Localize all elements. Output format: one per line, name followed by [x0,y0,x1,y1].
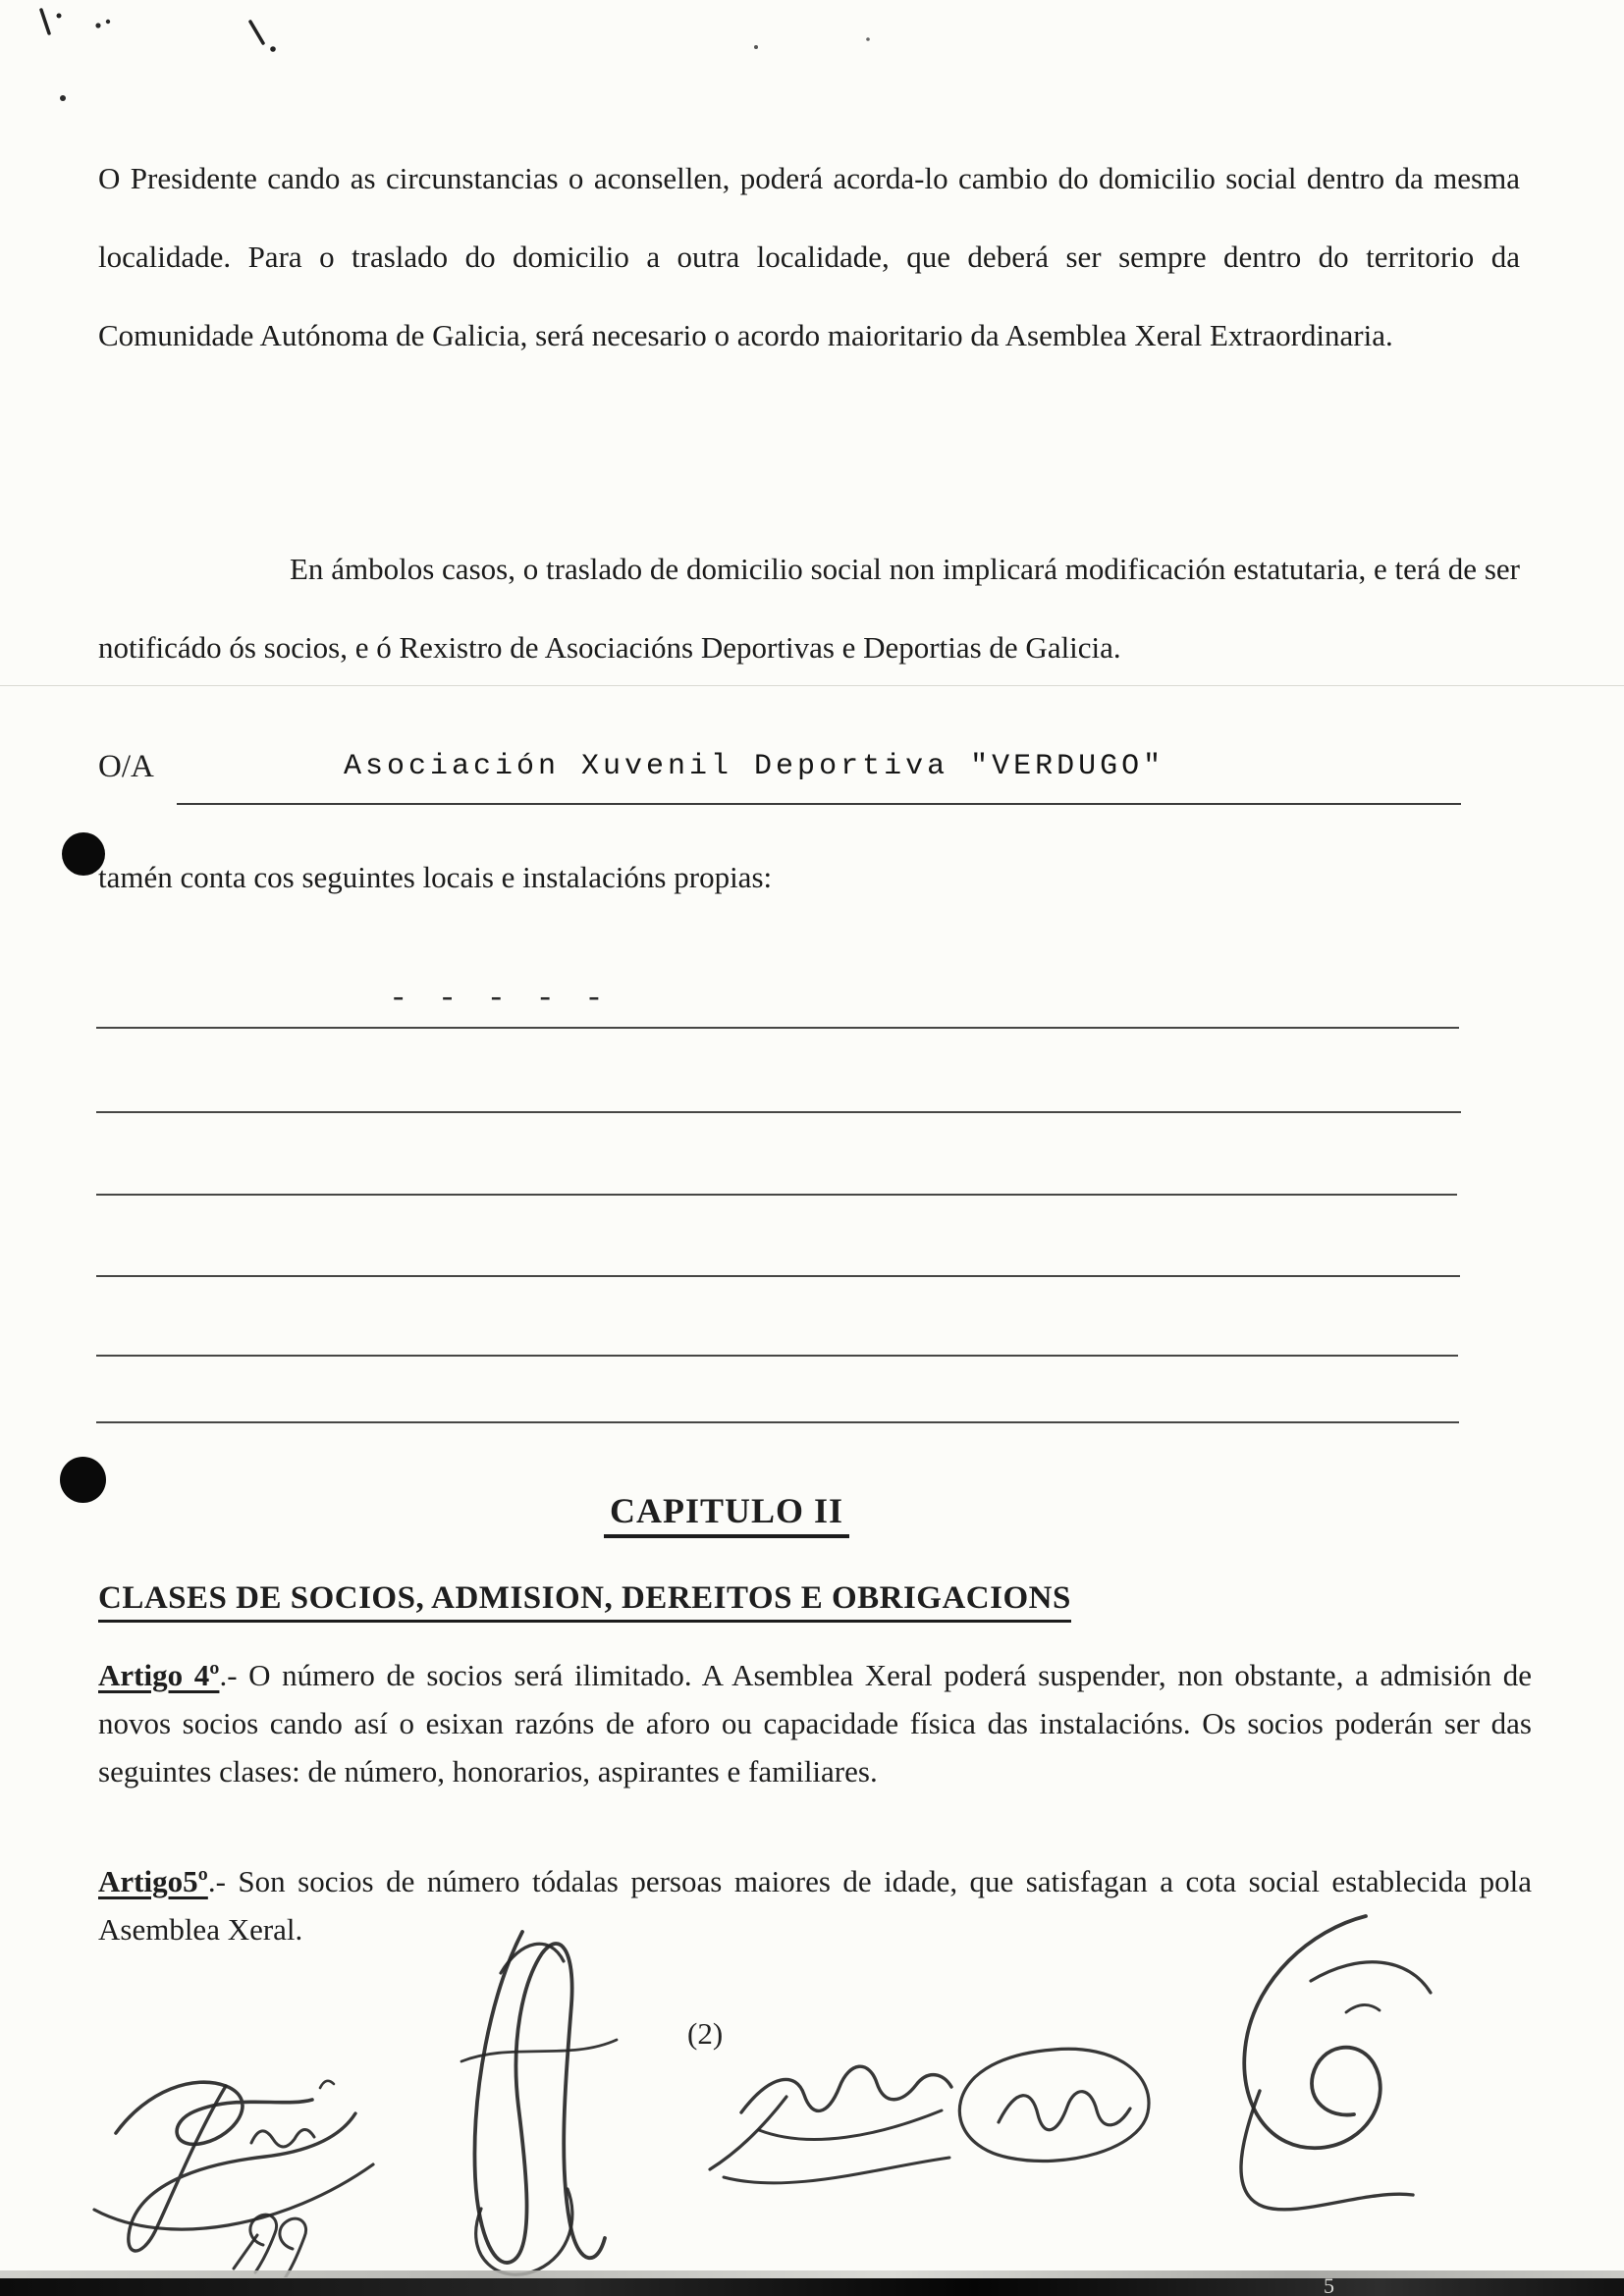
section-heading-text: CLASES DE SOCIOS, ADMISION, DEREITOS E OBRIGACIONS [98,1580,1071,1623]
signature-3 [702,2012,962,2199]
signature-1 [79,2017,393,2277]
chapter-heading-text: CAPITULO II [604,1491,849,1538]
association-name-value: Asociación Xuvenil Deportiva "VERDUGO" [344,750,1165,783]
signature-2 [432,1914,643,2292]
oa-fill-line [177,803,1461,805]
oa-label: O/A [98,749,154,784]
article-5-label: Artigo5º [98,1864,208,1898]
blank-line [96,1027,1459,1029]
article-4 [98,1651,1532,1795]
paragraph-locais: tamén conta cos seguintes locais e instalacións propias: [98,860,773,894]
blank-line [96,1111,1461,1113]
scan-fold-line [0,685,1624,686]
signature-4 [938,2032,1168,2179]
blank-line [96,1275,1460,1277]
article-4-text: .- O número de socios será ilimitado. A Asemblea Xeral poderá suspender, non obstante, a admisión de novos socios cando así o esixan razóns de aforo ou capacidade física das instalacións. Os socios poderán ser das seguintes clases: de número, honorarios, aspirantes e familiares. [98,1658,1532,1789]
chapter-heading [0,1490,1453,1531]
section-heading [98,1580,1071,1617]
article-5-text: .- Son socios de número tódalas persoas maiores de idade, que satisfagan a cota social establecida pola Asemblea Xeral. [98,1864,1532,1947]
article-4-label: Artigo 4º [98,1658,220,1692]
paragraph-traslado: En ámbolos casos, o traslado de domicilio social non implicará modificación estatutaria, e terá de ser notificádo ós socios, e ó Rexistro de Asociacións Deportivas e Deportias de Galicia. [98,552,1520,665]
blank-line [96,1194,1457,1196]
blank-line [96,1421,1459,1423]
blank-line [96,1355,1458,1357]
article-5 [98,1857,1532,1953]
scan-edge-band [0,2278,1624,2296]
handwritten-dashes: - - - - - [393,978,600,1014]
paragraph-domicilio: O Presidente cando as circunstancias o aconsellen, poderá acorda-lo cambio do domicilio social dentro da mesma localidade. Para o traslado do domicilio a outra localidade, que deberá ser sempre dentro do territorio da Comunidade Autónoma de Galicia, será necesario o acordo maioritario da Asemblea Xeral Extraordinaria. [98,161,1520,352]
scan-edge-mark: 5 [1324,2273,1334,2296]
page-number: (2) [687,2016,724,2051]
